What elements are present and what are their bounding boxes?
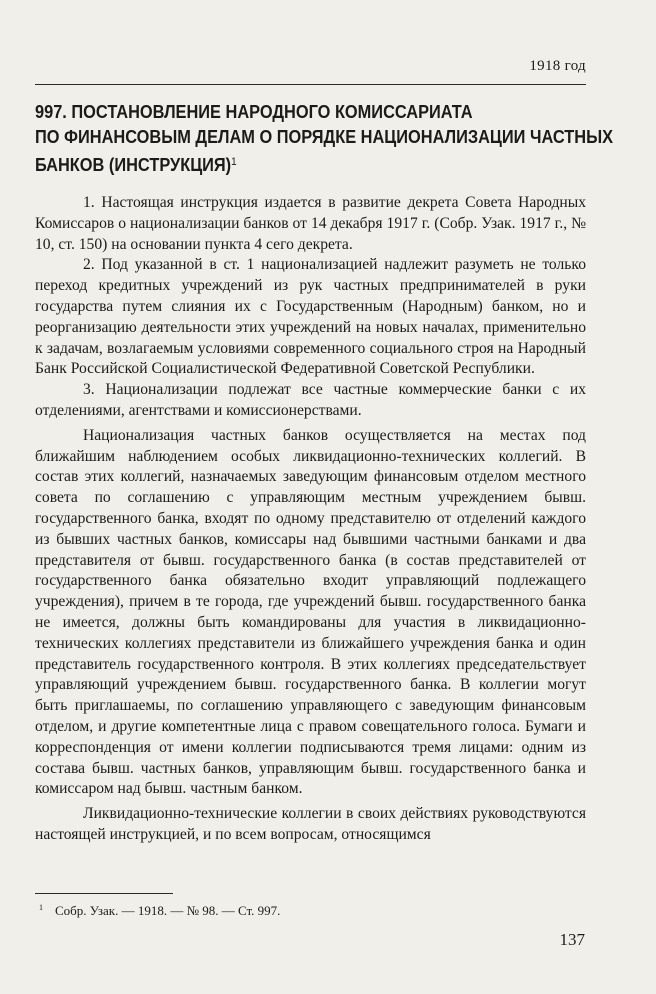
page-number: 137 <box>559 930 585 949</box>
paragraph-1: 1. Настоящая инструкция издается в развитие декрета Совета Народных Комиссаров о национализации банков от 14 декабря 1917 г. (Собр. Узак. 1917 г., № 10, ст. 150) на основании пункта 4 сего декрета. <box>35 194 586 253</box>
document-body <box>35 193 586 846</box>
title-line-3-text: БАНКОВ (ИНСТРУКЦИЯ) <box>35 155 232 175</box>
paragraph-5: Ликвидационно-технические коллегии в своих действиях руководствуются настоящей инструкцией, и по всем вопросам, относящимся <box>35 805 586 843</box>
title-line-3 <box>35 150 539 178</box>
paragraph-4: Национализация частных банков осуществляется на местах под ближайшим наблюдением особых ликвидационно-технических коллегий. В состав этих коллегий, назначаемых заведующим финансовым отделом местного совета по соглашению с управляющим местным учреждением бывш. государственного банка, входят по одному представителю от отделений каждого из бывших частных банков, комиссары над бывшими частными банками и два представителя от бывш. государственного банка (в состав представителей от государственного банка обязательно входит управляющий подлежащего учреждения), причем в те города, где учреждений бывш. государственного банка не имеется, должны быть командированы для участия в ликвидационно-технических коллегиях представители из ближайшего учреждения банка и один представитель государственного контроля. В этих коллегиях председательствует управляющий учреждением бывш. государственного банка. В коллегии могут быть приглашаемы, по соглашению управляющего с заведующим финансовым отделом, и другие компетентные лица с правом совещательного голоса. Бумаги и корреспонденция от имени коллегии подписываются тремя лицами: одним из состава бывш. частных банков, управляющим бывш. государственного банка и комиссаром над бывш. частным банком. <box>35 426 586 798</box>
title-line-1: 997. ПОСТАНОВЛЕНИЕ НАРОДНОГО КОМИССАРИАТА <box>35 102 473 122</box>
footnote-marker: 1 <box>39 903 43 912</box>
paragraph-2: 2. Под указанной в ст. 1 национализацией надлежит разуметь не только переход кредитных учреждений из рук частных предпринимателей в руки государства путем слияния их с Государственным (Народным) банком, но и реорганизацию деятельности этих учреждений на новых началах, применительно к задачам, возлагаемым условиями современного социального строя на Народный Банк Российской Социалистической Федеративной Советской Республики. <box>35 256 586 378</box>
footnote <box>35 903 280 919</box>
header-rule <box>35 84 586 85</box>
document-title <box>35 100 614 178</box>
title-footnote-marker: 1 <box>231 156 237 168</box>
header-year: 1918 год <box>529 58 586 74</box>
paragraph-3: 3. Национализации подлежат все частные коммерческие банки с их отделениями, агентствами и комиссионерствами. <box>35 381 586 419</box>
footnote-text: Собр. Узак. — 1918. — № 98. — Ст. 997. <box>55 903 281 918</box>
footnote-rule <box>35 893 173 894</box>
title-line-2: ПО ФИНАНСОВЫМ ДЕЛАМ О ПОРЯДКЕ НАЦИОНАЛИЗАЦИИ ЧАСТНЫХ <box>35 127 614 147</box>
